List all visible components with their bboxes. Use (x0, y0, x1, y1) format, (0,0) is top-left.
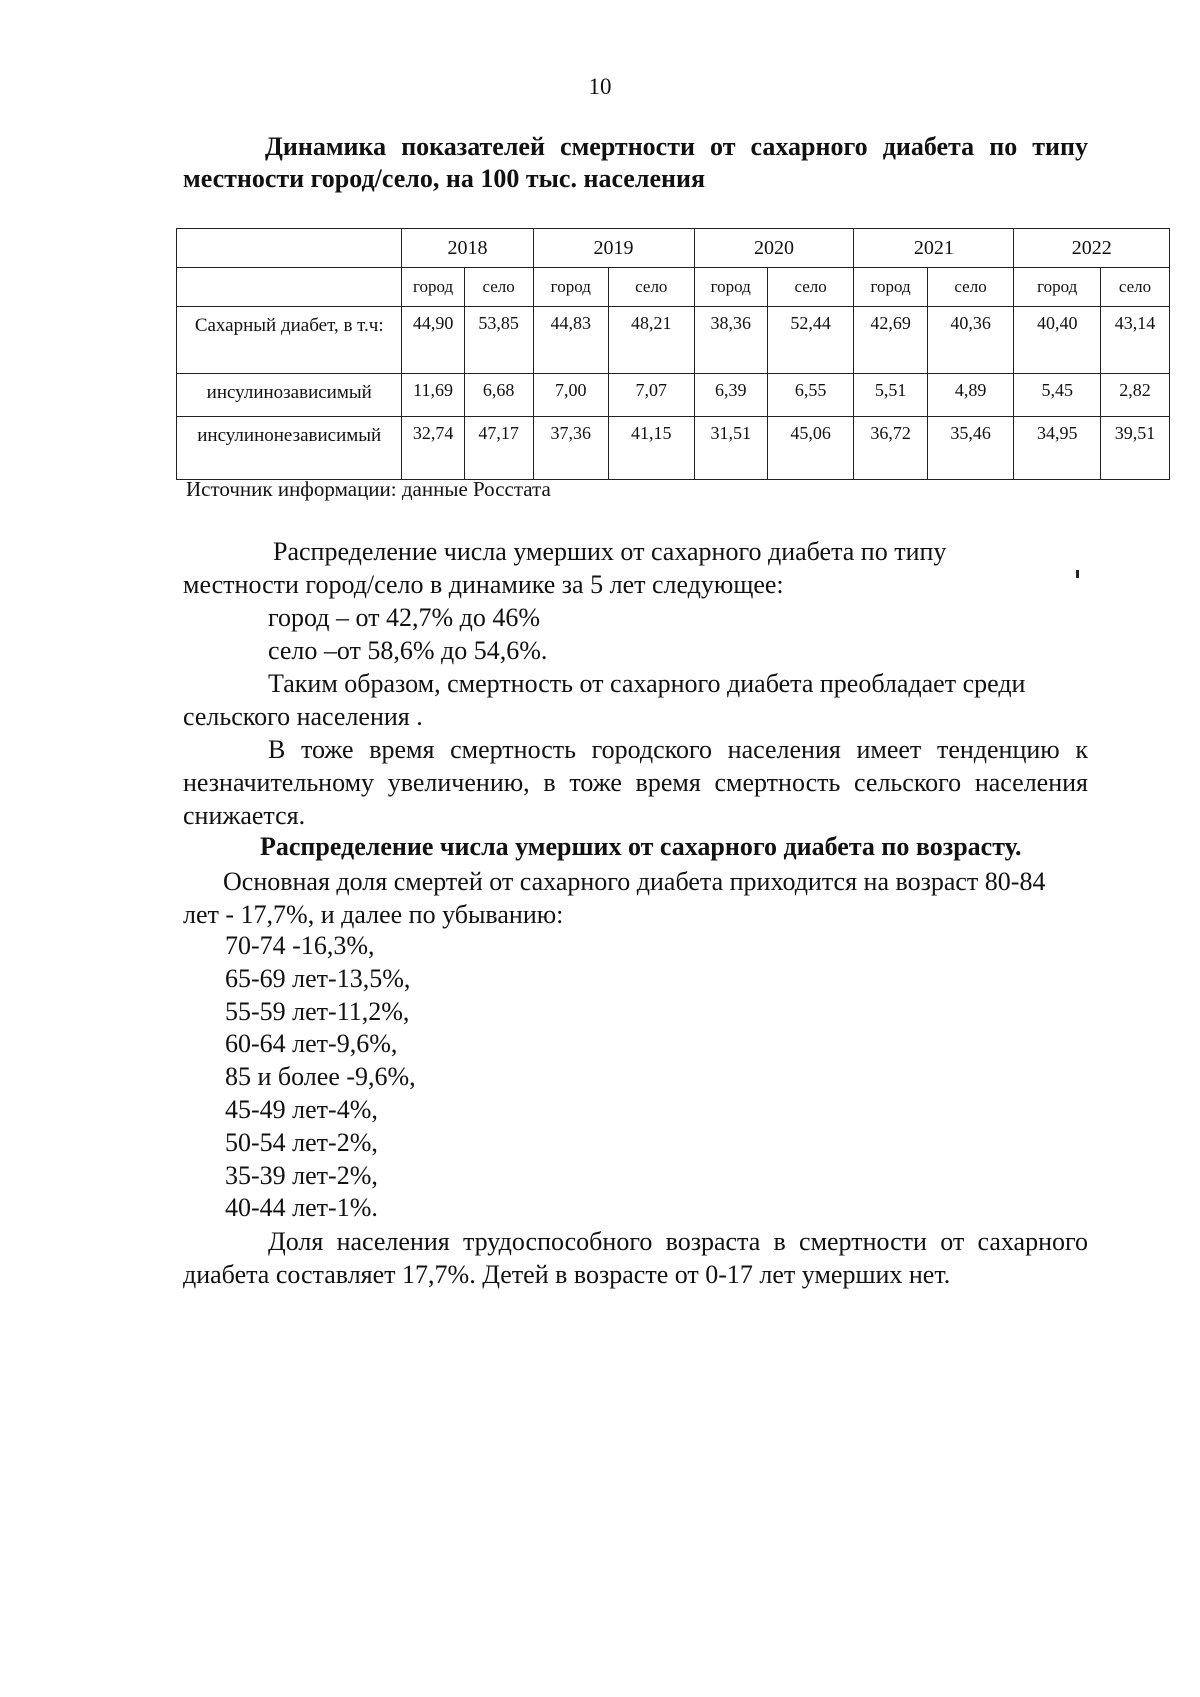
paragraph-age-intro (183, 865, 1088, 931)
value-cell: 11,69 (402, 374, 464, 417)
year-header: 2020 (694, 229, 854, 268)
list-item: 65-69 лет-13,5%, (225, 963, 411, 993)
value-cell: 5,45 (1014, 374, 1101, 417)
value-cell: 35,46 (927, 417, 1014, 480)
subheader-cell: город (1014, 268, 1101, 307)
value-cell: 39,51 (1101, 417, 1170, 480)
value-cell: 34,95 (1014, 417, 1101, 480)
subheader-cell: город (694, 268, 767, 307)
page-number: 10 (588, 74, 612, 99)
year-header: 2021 (854, 229, 1014, 268)
subheader-cell: город (533, 268, 609, 307)
scan-mark (1076, 570, 1079, 578)
table-header-subcolumns (177, 268, 1170, 307)
value-cell: 4,89 (927, 374, 1014, 417)
value-cell: 6,68 (464, 374, 533, 417)
table-title-line2: местности город/село, на 100 тыс. населения (183, 164, 706, 193)
value-cell: 36,72 (854, 417, 927, 480)
list-item: 45-49 лет-4%, (225, 1094, 378, 1124)
value-cell: 6,55 (767, 374, 854, 417)
table-title-line1: Динамика показателей смертности от сахарного диабета по типу (265, 132, 1088, 161)
table-row (177, 307, 1170, 374)
list-item: 40-44 лет-1%. (225, 1193, 378, 1223)
table-corner-cell (177, 229, 402, 268)
list-item: 35-39 лет-2%, (225, 1160, 378, 1190)
subheader-cell: село (609, 268, 695, 307)
paragraph-line: Основная доля смертей от сахарного диабета приходится на возраст 80-84 (223, 867, 1046, 896)
year-header: 2019 (533, 229, 694, 268)
value-cell: 31,51 (694, 417, 767, 480)
subheader-cell: город (402, 268, 464, 307)
value-cell: 7,00 (533, 374, 609, 417)
list-item: село –от 58,6% до 54,6%. (268, 636, 548, 665)
table-corner-cell (177, 268, 402, 307)
mortality-table (176, 228, 1170, 480)
age-distribution-list (225, 930, 416, 1225)
value-cell: 40,36 (927, 307, 1014, 374)
source-note: Источник информации: данные Росстата (186, 477, 551, 501)
table-header-years (177, 229, 1170, 268)
year-header: 2022 (1014, 229, 1170, 268)
paragraph-distribution-urban-rural (183, 535, 1088, 601)
paragraph-line: лет - 17,7%, и далее по убыванию: (183, 900, 564, 929)
value-cell: 38,36 (694, 307, 767, 374)
value-cell: 6,39 (694, 374, 767, 417)
subheader-cell: село (464, 268, 533, 307)
paragraph-line: Распределение числа умерших от сахарного диабета по типу (273, 537, 947, 566)
paragraph-conclusion: Таким образом, смертность от сахарного диабета преобладает среди сельского населения . (183, 669, 1026, 731)
section-heading-age: Распределение числа умерших от сахарного диабета по возрасту. (260, 832, 1022, 861)
value-cell: 48,21 (609, 307, 695, 374)
value-cell: 43,14 (1101, 307, 1170, 374)
list-item: 50-54 лет-2%, (225, 1127, 378, 1157)
value-cell: 40,40 (1014, 307, 1101, 374)
subheader-cell: город (854, 268, 927, 307)
list-item: город – от 42,7% до 46% (268, 603, 541, 632)
row-label: инсулинонезависимый (177, 417, 402, 480)
row-label: инсулинозависимый (177, 374, 402, 417)
value-cell: 32,74 (402, 417, 464, 480)
table-row (177, 417, 1170, 480)
value-cell: 41,15 (609, 417, 695, 480)
value-cell: 37,36 (533, 417, 609, 480)
subheader-cell: село (927, 268, 1014, 307)
subheader-cell: село (1101, 268, 1170, 307)
value-cell: 7,07 (609, 374, 695, 417)
urban-rural-list (268, 601, 547, 667)
paragraph-trend: В тоже время смертность городского населения имеет тенденцию к незначительному увеличению, в тоже время смертность сельского населения снижается. (183, 735, 1088, 830)
value-cell: 53,85 (464, 307, 533, 374)
value-cell: 2,82 (1101, 374, 1170, 417)
table-title (183, 131, 1088, 195)
value-cell: 45,06 (767, 417, 854, 480)
value-cell: 44,90 (402, 307, 464, 374)
value-cell: 44,83 (533, 307, 609, 374)
list-item: 85 и более -9,6%, (225, 1062, 416, 1092)
list-item: 55-59 лет-11,2%, (225, 996, 410, 1026)
subheader-cell: село (767, 268, 854, 307)
list-item: 70-74 -16,3%, (225, 931, 375, 960)
list-item: 60-64 лет-9,6%, (225, 1029, 398, 1059)
value-cell: 42,69 (854, 307, 927, 374)
value-cell: 47,17 (464, 417, 533, 480)
table-row (177, 374, 1170, 417)
value-cell: 52,44 (767, 307, 854, 374)
row-label: Сахарный диабет, в т.ч: (177, 307, 402, 374)
value-cell: 5,51 (854, 374, 927, 417)
year-header: 2018 (402, 229, 533, 268)
paragraph-line: местности город/село в динамике за 5 лет следующее: (183, 570, 784, 599)
paragraph-working-age: Доля населения трудоспособного возраста в смертности от сахарного диабета составляет 17,7%. Детей в возрасте от 0-17 лет умерших нет. (183, 1227, 1088, 1289)
